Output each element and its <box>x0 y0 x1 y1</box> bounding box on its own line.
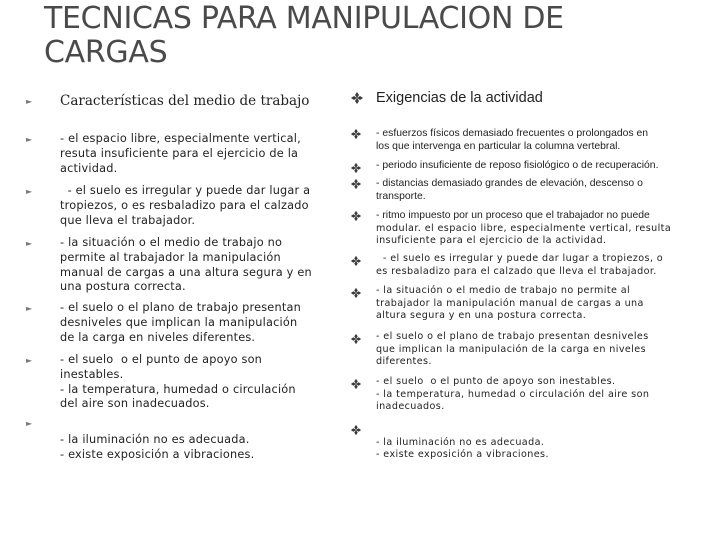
diamond-bullet-icon <box>350 424 364 438</box>
right-item-text: - la iluminación no es adecuada. - existe exposición a vibraciones. <box>376 436 549 461</box>
title-line-2: CARGAS <box>44 35 168 70</box>
diamond-bullet-icon <box>350 255 364 269</box>
right-item-text: - el suelo es irregular y puede dar lugar a tropiezos, o es resbaladizo para el calzado que lleva el trabajador. <box>376 253 664 277</box>
left-item-text: - el suelo o el plano de trabajo presentan desniveles que implican la manipulación de la carga en niveles diferentes. <box>60 301 301 344</box>
page-title <box>44 2 664 70</box>
arrow-bullet-icon: ► <box>26 419 33 428</box>
left-item-text: - el suelo es irregular y puede dar lugar a tropiezos, o es resbaladizo para el calzado que lleva el trabajador. <box>60 184 311 227</box>
left-item-text: - la iluminación no es adecuada. - existe exposición a vibraciones. <box>60 433 255 461</box>
right-item-text: - el suelo o el punto de apoyo son inestables. - la temperatura, humedad o circulación del aire son inadecuados. <box>376 376 650 413</box>
left-item-text: - la situación o el medio de trabajo no permite al trabajador la manipulación manual de cargas a una altura segura y en una postura correcta. <box>60 236 312 294</box>
title-line-1: TECNICAS PARA MANIPULACION DE <box>44 1 564 36</box>
right-item-text: - esfuerzos físicos demasiado frecuentes o prolongados en los que intervenga en particular la columna vertebral. <box>376 128 649 152</box>
arrow-bullet-icon: ► <box>26 304 33 313</box>
arrow-bullet-icon: ► <box>26 356 33 365</box>
right-item-text: - distancias demasiado grandes de elevación, descenso o transporte. <box>376 178 643 202</box>
arrow-bullet-icon: ► <box>26 239 33 248</box>
diamond-bullet-icon <box>350 178 364 192</box>
arrow-bullet-icon: ► <box>26 135 33 144</box>
arrow-bullet-icon: ► <box>26 187 33 196</box>
diamond-bullet-icon <box>350 91 364 105</box>
diamond-bullet-icon <box>350 378 364 392</box>
arrow-bullet-icon: ► <box>26 97 33 106</box>
right-item-text: - la situación o el medio de trabajo no permite al trabajador la manipulación manual de cargas a una altura segura y en una postura correcta. <box>376 285 644 322</box>
left-item-text: - el suelo o el punto de apoyo son inestables. - la temperatura, humedad o circulación del aire son inadecuados. <box>60 353 296 411</box>
right-item-text: - periodo insuficiente de reposo fisiológico o de recuperación. <box>376 160 659 171</box>
right-heading: Exigencias de la actividad <box>376 90 543 106</box>
left-item-text: - el espacio libre, especialmente vertical, resuta insuficiente para el ejercicio de la actividad. <box>60 132 301 175</box>
diamond-bullet-icon <box>350 287 364 301</box>
left-heading: Características del medio de trabajo <box>60 93 310 109</box>
right-item-text: - el suelo o el plano de trabajo presentan desniveles que implican la manipulación de la carga en niveles diferentes. <box>376 331 649 368</box>
right-item-text: - ritmo impuesto por un proceso que el trabajador no puede modular. el espacio libre, especialmente vertical, resulta insuficiente para el ejercicio de la actividad. <box>376 210 672 247</box>
diamond-bullet-icon <box>350 210 364 224</box>
diamond-bullet-icon <box>350 128 364 142</box>
diamond-bullet-icon <box>350 162 364 176</box>
diamond-bullet-icon <box>350 333 364 347</box>
